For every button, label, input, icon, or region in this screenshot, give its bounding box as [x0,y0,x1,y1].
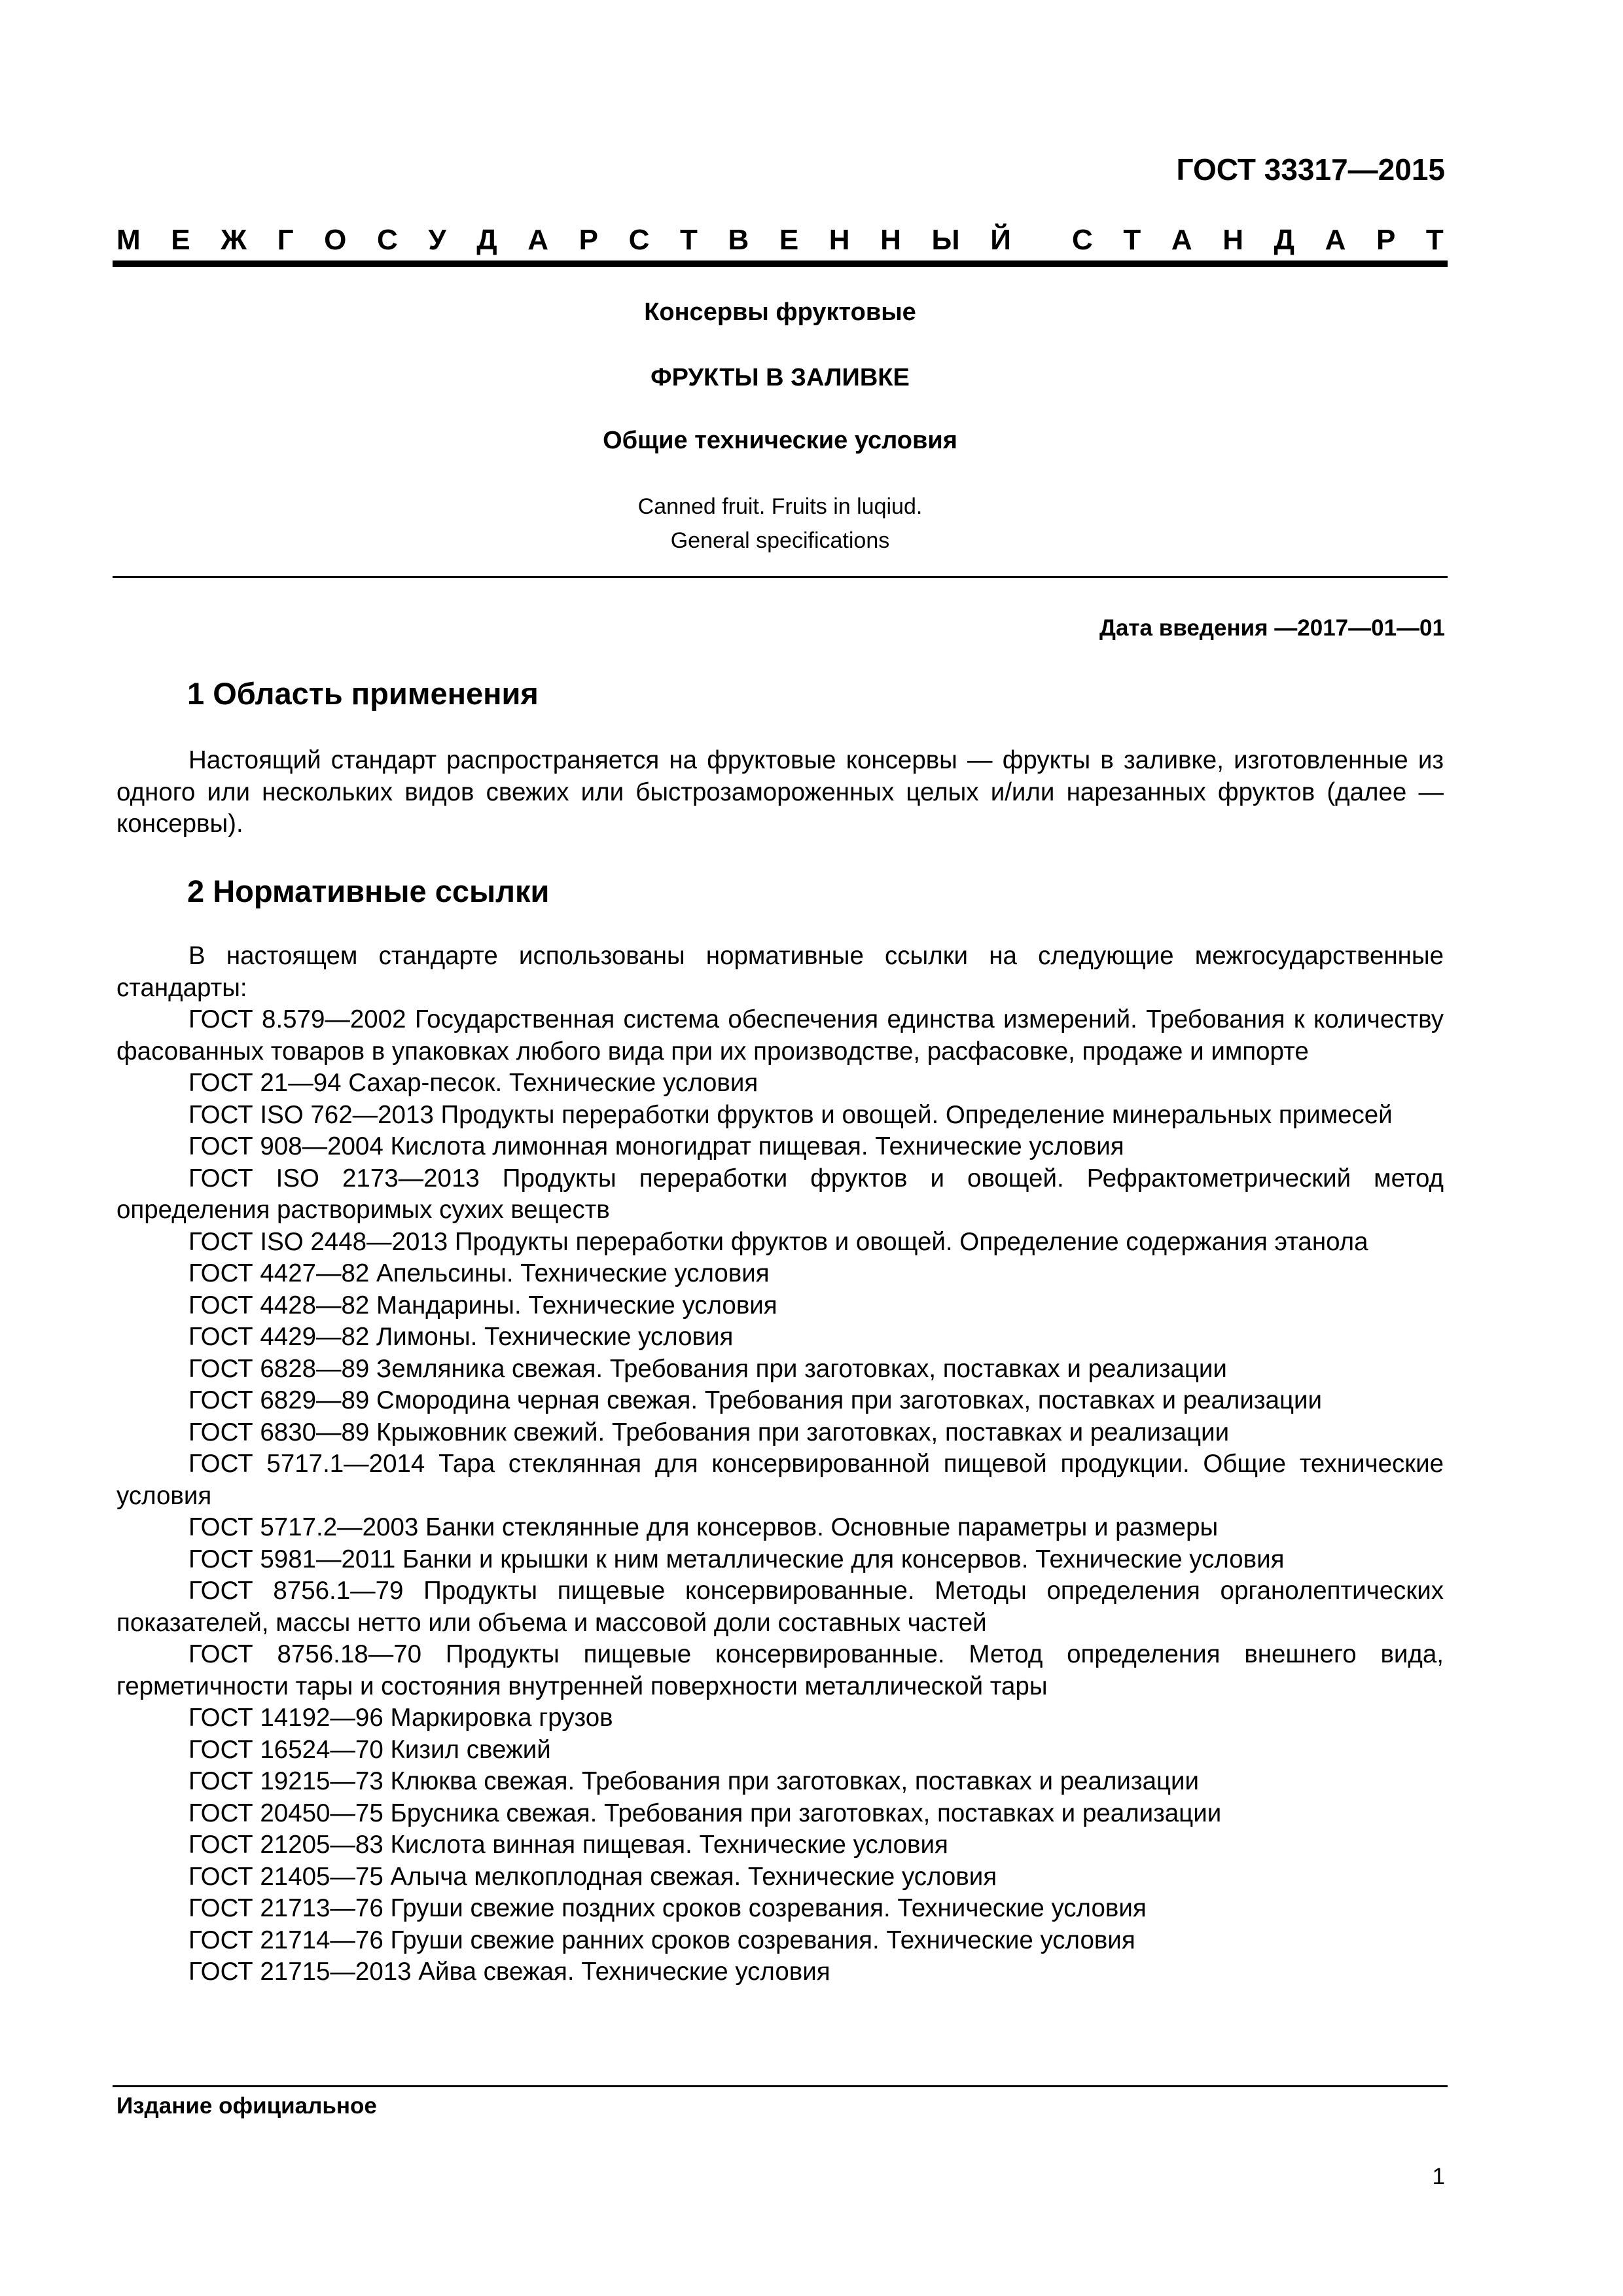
header-rule [113,260,1448,267]
banner-letter: Н [880,224,901,256]
banner-letter: Н [829,224,850,256]
document-title: ФРУКТЫ В ЗАЛИВКЕ [651,364,910,391]
section-1-heading: 1 Область применения [187,676,539,711]
reference-item: ГОСТ 5981—2011 Банки и крышки к ним металлические для консервов. Технические условия [188,1545,1285,1573]
title-rule [113,576,1448,578]
reference-item: ГОСТ 21714—76 Груши свежие ранних сроков созревания. Технические условия [188,1926,1135,1954]
banner-letter: Е [779,224,799,256]
banner-letter: Р [579,224,598,256]
reference-item: ГОСТ 4428—82 Мандарины. Технические условия [188,1291,777,1319]
banner-letter: О [324,224,347,256]
banner-letter: Н [1222,224,1244,256]
english-title-line-2: General specifications [670,528,890,553]
reference-item: ГОСТ 21405—75 Алыча мелкоплодная свежая. Технические условия [188,1862,997,1891]
banner-letter: Т [679,224,698,256]
reference-item: ГОСТ 21205—83 Кислота винная пищевая. Технические условия [188,1831,948,1859]
banner-letter: Д [1274,224,1294,256]
official-edition-label: Издание официальное [116,2093,377,2119]
banner-letter: С [1072,224,1093,256]
reference-item: ГОСТ 8756.1—79 Продукты пищевые консервированные. Методы определения органолептических показателей, массы нетто или объема и массовой доли составных частей [116,1577,1444,1637]
banner-letter: Т [1123,224,1141,256]
banner-letter: С [628,224,650,256]
introduction-date: Дата введения —2017—01—01 [1099,615,1445,641]
reference-item: ГОСТ ISO 2448—2013 Продукты переработки фруктов и овощей. Определение содержания этанола [188,1227,1368,1256]
reference-item: ГОСТ 5717.2—2003 Банки стеклянные для консервов. Основные параметры и размеры [188,1513,1219,1541]
banner-letter: А [527,224,549,256]
reference-item: ГОСТ 4429—82 Лимоны. Технические условия [188,1323,734,1351]
banner-letter: В [728,224,749,256]
reference-item: ГОСТ 6829—89 Смородина черная свежая. Требования при заготовках, поставках и реализации [188,1386,1323,1414]
reference-item: ГОСТ ISO 2173—2013 Продукты переработки фруктов и овощей. Рефрактометрический метод определения растворимых сухих веществ [116,1164,1444,1224]
banner-letter: А [1325,224,1346,256]
footer-rule [113,2085,1448,2087]
banner-letter: М [116,224,141,256]
banner-letter: Т [1425,224,1444,256]
banner-letter: Г [277,224,294,256]
reference-item: ГОСТ 21—94 Сахар-песок. Технические условия [188,1069,758,1097]
banner-letter: А [1171,224,1192,256]
reference-item: ГОСТ 16524—70 Кизил свежий [188,1735,551,1764]
banner-letter: Й [990,224,1011,256]
reference-item: ГОСТ 4427—82 Апельсины. Технические условия [188,1259,770,1287]
reference-item: ГОСТ 14192—96 Маркировка грузов [188,1704,613,1732]
banner-letter: Д [476,224,497,256]
standard-type-banner [116,224,1444,257]
reference-item: ГОСТ ISO 762—2013 Продукты переработки фруктов и овощей. Определение минеральных примесей [188,1100,1393,1129]
reference-item: ГОСТ 21713—76 Груши свежие поздних сроков созревания. Технические условия [188,1894,1147,1922]
reference-item: ГОСТ 6830—89 Крыжовник свежий. Требования при заготовках, поставках и реализации [188,1418,1230,1446]
reference-item: ГОСТ 19215—73 Клюква свежая. Требования при заготовках, поставках и реализации [188,1767,1200,1795]
banner-letter: С [376,224,398,256]
reference-item: ГОСТ 6828—89 Земляника свежая. Требования при заготовках, поставках и реализации [188,1354,1227,1383]
banner-letter: Ж [221,224,247,256]
section-1-text-block [116,745,1444,840]
standard-number: ГОСТ 33317—2015 [1176,152,1445,187]
english-title [113,490,1448,558]
document-subtitle: Общие технические условия [603,427,957,454]
reference-item: ГОСТ 908—2004 Кислота лимонная моногидрат пищевая. Технические условия [188,1132,1124,1160]
document-category: Консервы фруктовые [644,298,916,326]
reference-item: ГОСТ 8756.18—70 Продукты пищевые консервированные. Метод определения внешнего вида, герметичности тары и состояния внутренней поверхности металлической тары [116,1640,1444,1700]
banner-letter: Ы [931,224,960,256]
banner-letter: Е [171,224,190,256]
banner-letter: Р [1376,224,1396,256]
reference-item: ГОСТ 5717.1—2014 Тара стеклянная для консервированной пищевой продукции. Общие технические условия [116,1450,1444,1510]
reference-item: ГОСТ 21715—2013 Айва свежая. Технические условия [188,1958,830,1986]
english-title-line-1: Canned fruit. Fruits in luqiud. [637,494,923,519]
reference-item: ГОСТ 8.579—2002 Государственная система обеспечения единства измерений. Требования к количеству фасованных товаров в упаковках любого вида при их производстве, расфасовке, продаже и импорте [116,1005,1444,1066]
banner-letter: У [428,224,446,256]
section-2-heading: 2 Нормативные ссылки [187,874,550,908]
normative-references [116,941,1444,1988]
section-1-paragraph: Настоящий стандарт распространяется на фруктовые консервы — фрукты в заливке, изготовленные из одного или нескольких видов свежих или быстрозамороженных целых и/или нарезанных фруктов (далее — консервы). [116,746,1444,838]
references-intro: В настоящем стандарте использованы нормативные ссылки на следующие межгосударственные стандарты: [116,942,1444,1002]
reference-item: ГОСТ 20450—75 Брусника свежая. Требования при заготовках, поставках и реализации [188,1799,1222,1827]
page-number: 1 [1432,2164,1445,2189]
